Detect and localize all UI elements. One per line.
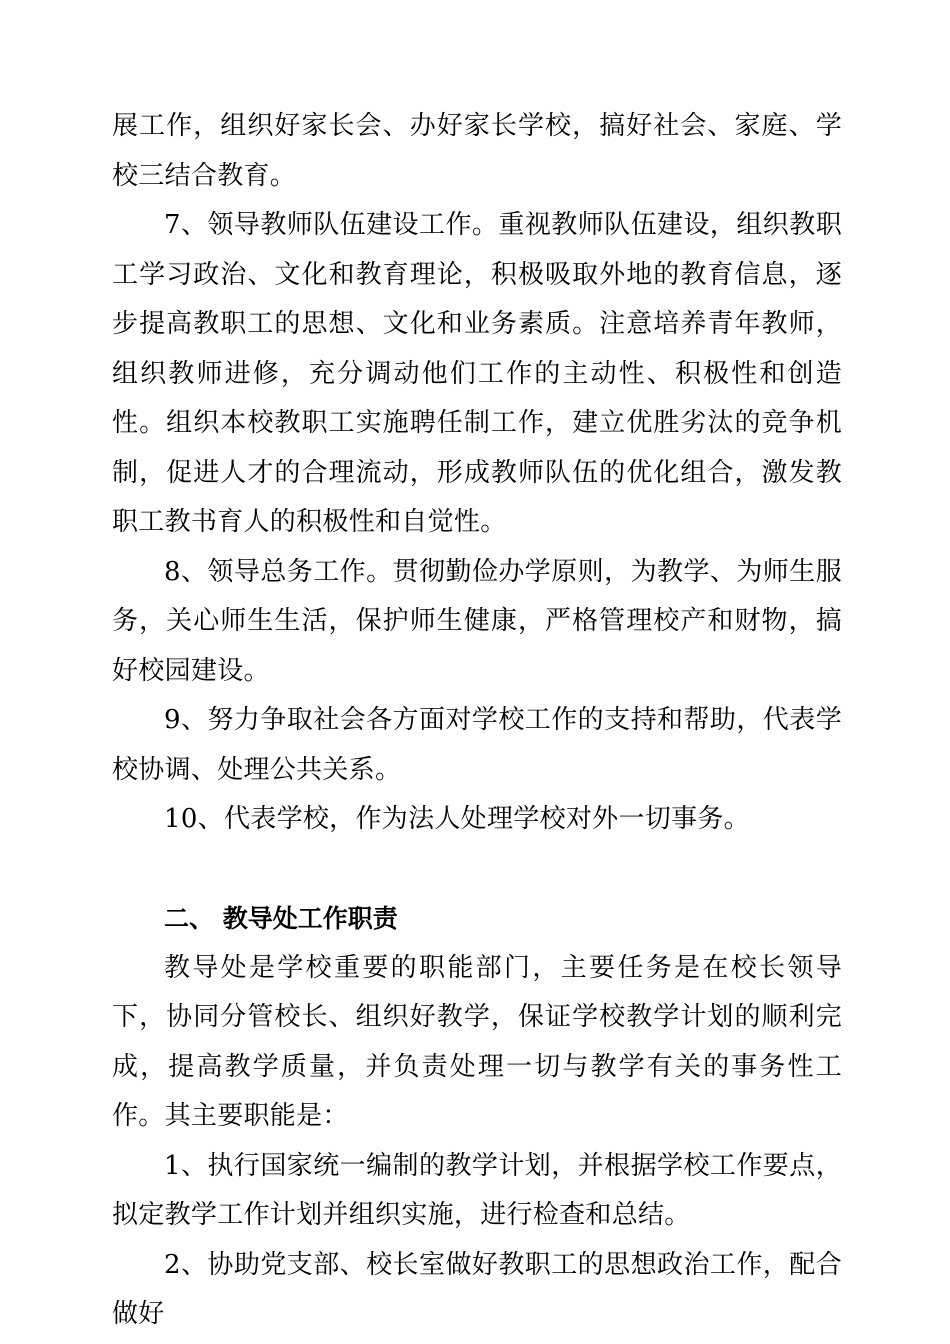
paragraph-duty-2: 2、协助党支部、校长室做好教职工的思想政治工作，配合做好: [112, 1249, 842, 1329]
paragraph-duty-1: 1、执行国家统一编制的教学计划，并根据学校工作要点，拟定教学工作计划并组织实施，进行检查和总结。: [112, 1150, 842, 1230]
section-heading: 二、 教导处工作职责: [164, 904, 398, 933]
paragraph-item-9: 9、努力争取社会各方面对学校工作的支持和帮助，代表学校协调、处理公共关系。: [112, 705, 842, 785]
paragraph-item-7: 7、领导教师队伍建设工作。重视教师队伍建设，组织教职工学习政治、文化和教育理论，积极吸取外地的教育信息，逐步提高教职工的思想、文化和业务素质。注意培养青年教师，组织教师进修，充分调动他们工作的主动性、积极性和创造性。组织本校教职工实施聘任制工作，建立优胜劣汰的竞争机制，促进人才的合理流动，形成教师队伍的优化组合，激发教职工教书育人的积极性和自觉性。: [112, 210, 842, 537]
paragraph-item-8: 8、领导总务工作。贯彻勤俭办学原则，为教学、为师生服务，关心师生生活，保护师生健康，严格管理校产和财物，搞好校园建设。: [112, 556, 842, 686]
paragraph-item-10: 10、代表学校，作为法人处理学校对外一切事务。: [164, 804, 750, 834]
paragraph-intro: 教导处是学校重要的职能部门，主要任务是在校长领导下，协同分管校长、组织好教学，保证学校教学计划的顺利完成，提高教学质量，并负责处理一切与教学有关的事务性工作。其主要职能是：: [112, 952, 842, 1131]
document-body: [112, 102, 842, 1340]
paragraph-continuation: 展工作，组织好家长会、办好家长学校，搞好社会、家庭、学校三结合教育。: [112, 111, 842, 191]
blank-line: [112, 845, 842, 895]
